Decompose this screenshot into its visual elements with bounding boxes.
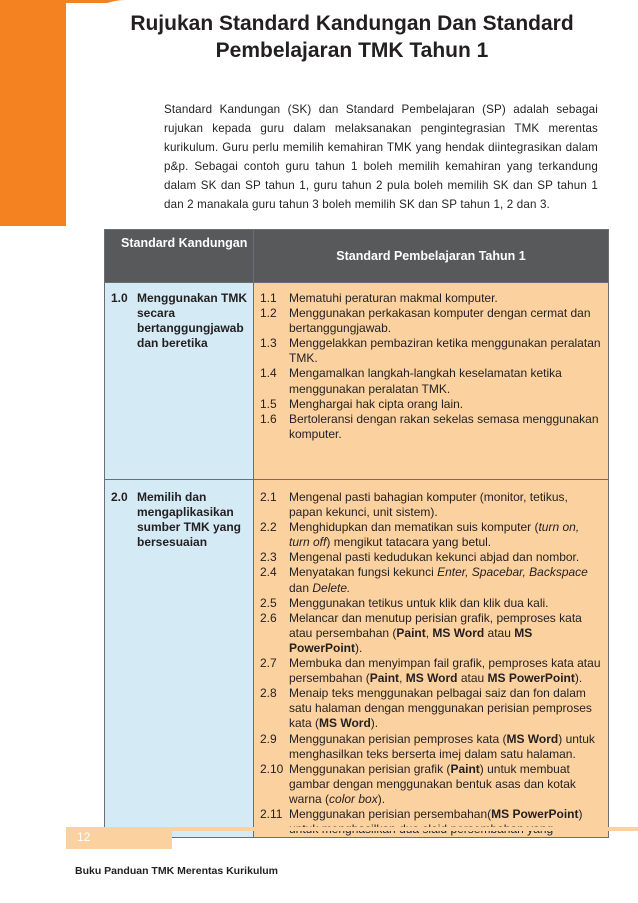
title-line-1: Rujukan Standard Kandungan Dan Standard [130, 12, 574, 35]
sk-number: 1.0 [111, 291, 128, 305]
sk-text: Memilih dan mengaplikasikan sumber TMK yang bersesuaian [137, 490, 242, 549]
footer-rule [172, 827, 638, 831]
sp-text: Menggunakan perisian pemproses kata (MS Word) untuk menghasilkan teks berserta imej dalam satu halaman. [289, 731, 595, 761]
sp-text: Menaip teks menggunakan pelbagai saiz dan fon dalam satu halaman dengan menggunakan perisian pemproses kata (MS Word). [289, 686, 592, 731]
list-item [260, 656, 602, 686]
sp-text: Mengenal pasti bahagian komputer (monitor, tetikus, papan kekunci, unit sistem). [289, 490, 568, 520]
sp-text: Melancar dan menutup perisian grafik, pemproses kata atau persembahan (Paint, MS Word atau MS PowerPoint). [289, 610, 582, 655]
sp-number: 2.7 [260, 656, 277, 671]
sp-list [254, 480, 608, 837]
sp-text: Mengamalkan langkah-langkah keselamatan ketika menggunakan peralatan TMK. [289, 366, 562, 396]
page-number: 12 [77, 830, 91, 844]
sp-text: Menyatakan fungsi kekunci Enter, Spacebar, Backspace dan Delete. [289, 565, 588, 595]
sp-cell [254, 283, 609, 480]
sp-number: 2.2 [260, 520, 277, 535]
sp-number: 2.10 [260, 761, 284, 776]
list-item [260, 732, 602, 762]
list-item [260, 490, 602, 520]
sp-number: 1.4 [260, 366, 277, 381]
table-row [105, 480, 609, 838]
sp-number: 1.5 [260, 396, 277, 411]
sp-number: 2.8 [260, 686, 277, 701]
list-item [260, 412, 602, 442]
sp-text: Mematuhi peraturan makmal komputer. [289, 291, 498, 305]
sp-number: 2.6 [260, 610, 277, 625]
sp-number: 2.3 [260, 550, 277, 565]
list-item [260, 291, 602, 306]
table-row [105, 283, 609, 480]
sp-list [254, 283, 608, 442]
sp-number: 1.3 [260, 336, 277, 351]
sp-number: 1.2 [260, 306, 277, 321]
sp-number: 1.6 [260, 411, 277, 426]
footer-text: Buku Panduan TMK Merentas Kurikulum [75, 865, 279, 877]
sp-text: Bertoleransi dengan rakan sekelas semasa menggunakan komputer. [289, 411, 599, 441]
sp-text: Menghidupkan dan mematikan suis komputer (turn on, turn off) mengikut tatacara yang betul. [289, 520, 580, 550]
sp-text: Mengenal pasti kedudukan kekunci abjad dan nombor. [289, 550, 580, 565]
list-item [260, 807, 602, 837]
header-standard-pembelajaran: Standard Pembelajaran Tahun 1 [254, 230, 609, 283]
standards-table [104, 229, 609, 838]
sk-cell [105, 283, 254, 480]
list-item [260, 611, 602, 656]
list-item [260, 596, 602, 611]
sk-text: Menggunakan TMK secara bertanggungjawab dan beretika [137, 291, 247, 350]
sp-number: 2.5 [260, 595, 277, 610]
sp-text: Menggunakan perisian grafik (Paint) untuk membuat gambar dengan menggunakan bentuk asas dan kotak warna (color box). [289, 761, 576, 806]
sp-number: 2.9 [260, 731, 277, 746]
sp-number: 2.1 [260, 490, 277, 504]
list-item [260, 397, 602, 412]
list-item [260, 306, 602, 336]
list-item [260, 336, 602, 366]
header-standard-kandungan: Standard Kandungan [105, 230, 254, 283]
intro-paragraph: Standard Kandungan (SK) dan Standard Pembelajaran (SP) adalah sebagai rujukan kepada guru dalam melaksanakan pengintegrasian TMK merentas kurikulum. Guru perlu memilih kemahiran TMK yang hendak diintegrasikan dalam p&p. Sebagai contoh guru tahun 1 boleh memilih kemahiran yang terkandung dalam SK dan SP tahun 1, guru tahun 2 pula boleh memilih SK dan SP tahun 1 dan 2 manakala guru tahun 3 boleh memilih SK dan SP tahun 1, 2 dan 3. [164, 103, 598, 211]
sp-text: Menggunakan tetikus untuk klik dan klik dua kali. [289, 595, 549, 610]
title-line-2: Pembelajaran TMK Tahun 1 [215, 39, 489, 62]
orange-side-band [0, 0, 66, 226]
table-header-row [105, 230, 609, 283]
sp-text: Menggunakan perisian persembahan(MS PowerPoint) [289, 806, 583, 821]
sp-text: Membuka dan menyimpan fail grafik, pemproses kata atau persembahan (Paint, MS Word atau MS PowerPoint). [289, 656, 601, 686]
list-item [260, 520, 602, 550]
sp-number: 2.11 [260, 806, 283, 821]
sk-cell [105, 480, 254, 838]
list-item [260, 565, 602, 595]
sp-cell [254, 480, 609, 838]
sp-text: Menggelakkan pembaziran ketika menggunakan peralatan TMK. [289, 336, 601, 366]
sp-number: 2.4 [260, 565, 277, 580]
list-item [260, 366, 602, 396]
sk-number: 2.0 [111, 490, 128, 504]
list-item [260, 686, 602, 731]
sp-text: Menggunakan perkakasan komputer dengan cermat dan bertanggungjawab. [289, 306, 591, 336]
sp-number: 1.1 [260, 291, 277, 305]
sp-text: Menghargai hak cipta orang lain. [289, 396, 464, 411]
list-item [260, 550, 602, 565]
page-title [66, 10, 638, 64]
list-item [260, 762, 602, 807]
